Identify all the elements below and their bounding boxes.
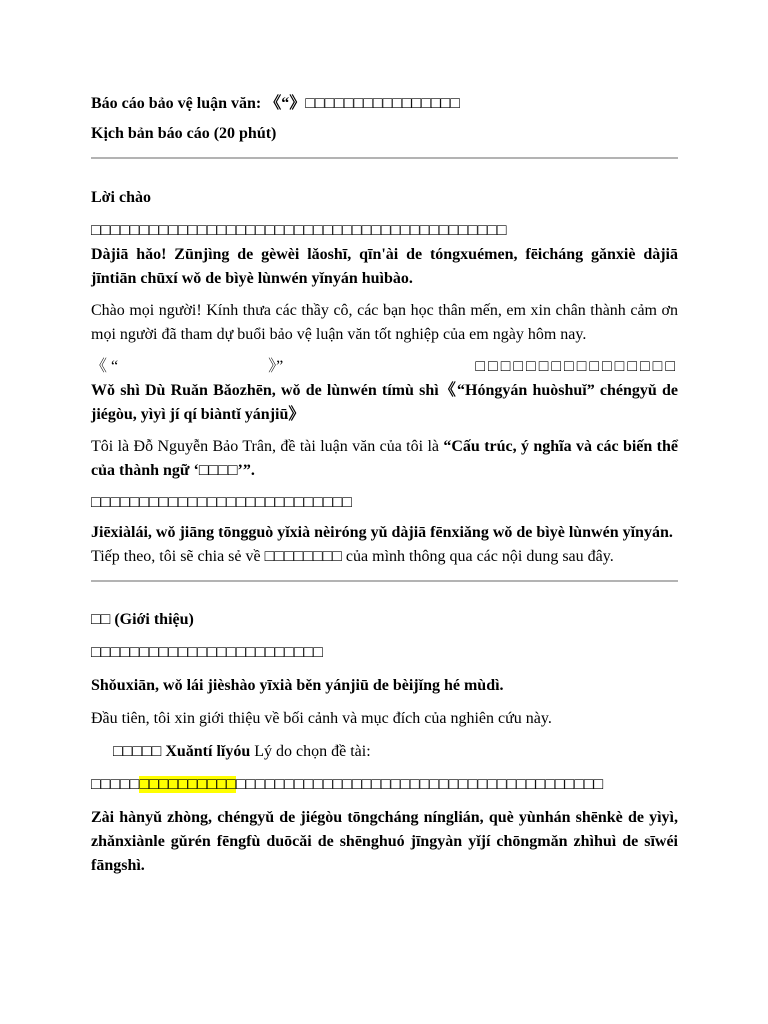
highlighted-text: □□□□□□□□□□ [139,776,236,793]
intro-pinyin: Shǒuxiān, wǒ lái jièshào yīxià běn yánjiū de bèijǐng hé mùdì. [91,677,504,694]
reason-pinyin: Zài hànyǔ zhòng, chéngyǔ de jiégòu tōngcháng nínglián, què yùnhán shēnkè de yìyì, zhǎnxiànle gǔrén fēngfù duōcǎi de shēnghuó jīngyàn yǐjí chōngmǎn zhìhuì de sīwéi fāngshì. [91,809,678,874]
thesis-title-chinese: 《 “ 》” □□□□□□□□□□□□□□□□ [91,358,678,375]
next-pinyin: Jiēxiàlái, wǒ jiāng tōngguò yǐxià nèiróng yǔ dàjiā fēnxiǎng wǒ de bìyè lùnwén yǐnyán. [91,524,673,541]
divider [91,580,678,582]
reason-chinese: □□□□□□□□□□□□□□□□□□□□□□□□□□□□□□□□□□□□□□□□□□□□□□□□□□□□□ [91,776,604,793]
greeting-pinyin: Dàjiā hǎo! Zūnjìng de gèwèi lǎoshī, qīn'ài de tóngxuémen, fēicháng gǎnxiè dàjiā jīntiān chūxí wǒ de bìyè lùnwén yǐnyán huìbào. [91,246,678,287]
greeting-chinese: □□□□□□□□□□□□□□□□□□□□□□□□□□□□□□□□□□□□□□□□□□□ [91,222,507,239]
document-subtitle: Kịch bản báo cáo (20 phút) [91,125,277,142]
reason-heading: □□□□□ Xuǎntí lǐyóu Lý do chọn đề tài: [113,743,371,760]
next-vietnamese: Tiếp theo, tôi sẽ chia sẻ về □□□□□□□□ của mình thông qua các nội dung sau đây. [91,548,614,565]
greeting-vietnamese: Chào mọi người! Kính thưa các thầy cô, các bạn học thân mến, em xin chân thành cảm ơn mọi người đã tham dự buổi bảo vệ luận văn tốt nghiệp của em ngày hôm nay. [91,302,678,343]
thesis-title-vietnamese: Tôi là Đỗ Nguyễn Bảo Trân, đề tài luận văn của tôi là “Cấu trúc, ý nghĩa và các biến thể của thành ngữ ‘□□□□’”. [91,438,679,479]
document-title: Báo cáo bảo vệ luận văn: 《“》□□□□□□□□□□□□□□□□ [91,95,460,112]
intro-chinese: □□□□□□□□□□□□□□□□□□□□□□□□ [91,644,323,661]
document-body [91,92,678,878]
divider [91,157,678,159]
intro-vietnamese: Đầu tiên, tôi xin giới thiệu về bối cảnh và mục đích của nghiên cứu này. [91,710,552,727]
section-heading-intro: □□ (Giới thiệu) [91,611,194,628]
next-chinese: □□□□□□□□□□□□□□□□□□□□□□□□□□□ [91,494,352,511]
thesis-title-pinyin: Wǒ shì Dù Ruǎn Bǎozhēn, wǒ de lùnwén tímù shì《“Hóngyán huòshuǐ” chéngyǔ de jiégòu, yìyì jí qí biàntǐ yánjiū》 [91,382,678,423]
section-heading-greeting: Lời chào [91,189,151,206]
